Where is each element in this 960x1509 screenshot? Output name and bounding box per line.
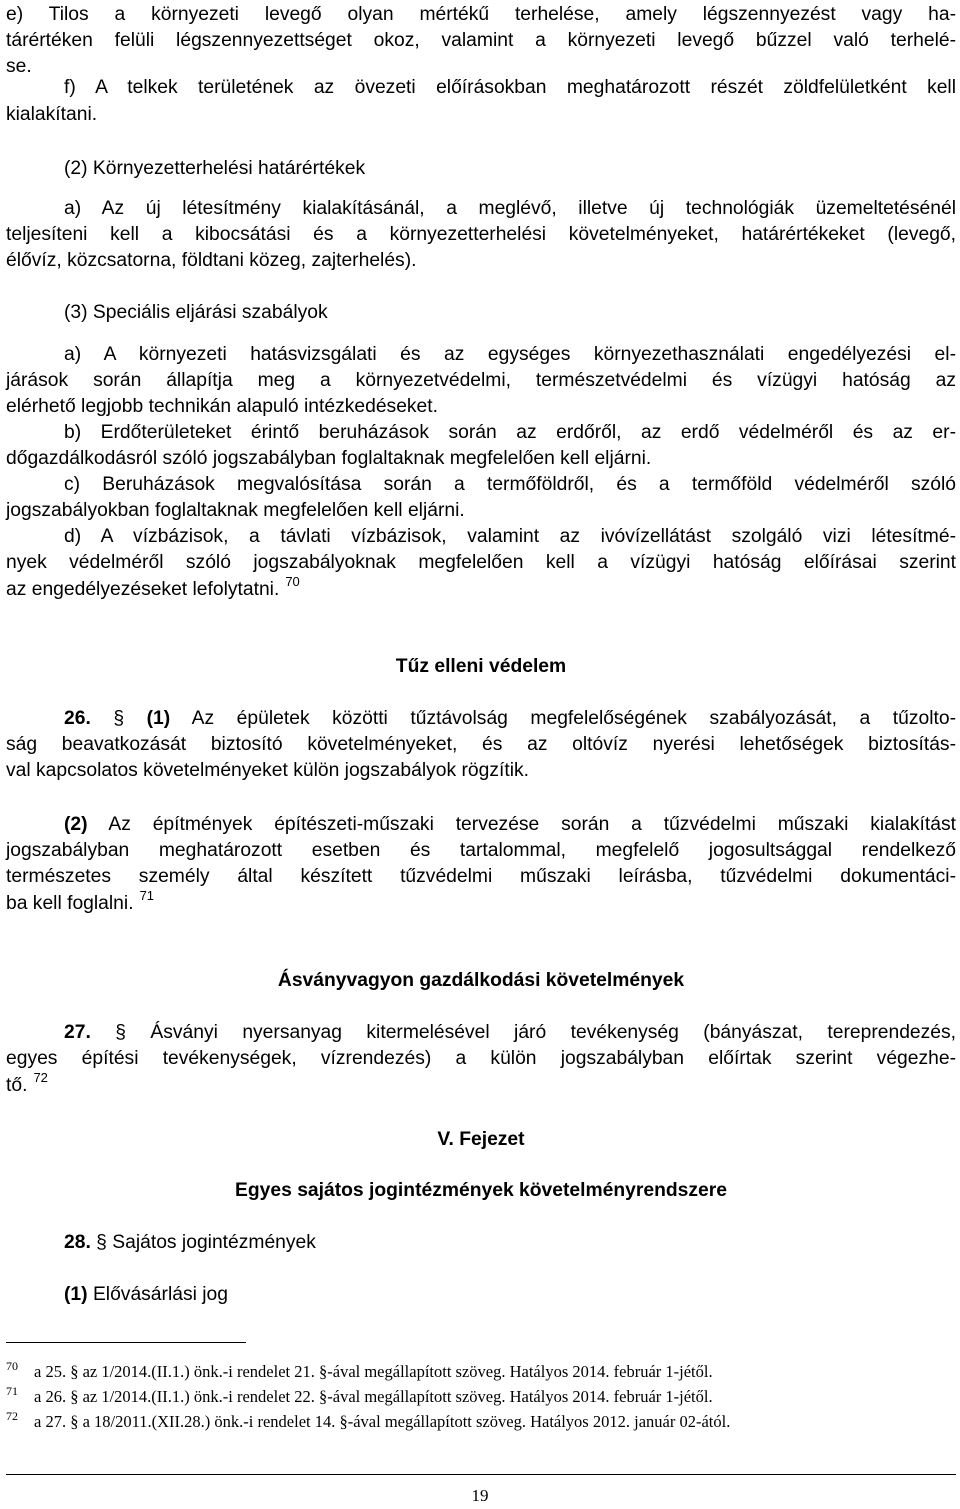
paragraph-line: járások során állapítja meg a környezetvédelmi, természetvédelmi és vízügyi hatóság az: [6, 370, 956, 391]
chapter-heading: V. Fejezet: [437, 1129, 525, 1150]
section-sign: §: [115, 1022, 126, 1043]
paragraph-line: c) Beruházások megvalósítása során a termőföldről, és a termőföld védelméről szóló: [64, 474, 956, 495]
footnote-number: 72: [6, 1409, 18, 1423]
paragraph-line: [64, 812, 956, 838]
paragraph-line: tárértéken felüli légszennyezettséget okoz, valamint a környezeti levegő bűzzel való terhelé-: [6, 30, 956, 51]
paragraph-text: Elővásárlási jog: [92, 1284, 228, 1305]
footnote-ref: 72: [33, 1070, 48, 1085]
paragraph-line: b) Erdőterületeket érintő beruházások során az erdőről, az erdő védelméről és az er-: [64, 422, 956, 443]
paragraph-text: ba kell foglalni.: [6, 893, 134, 914]
paragraph-text: Az épületek közötti tűztávolság megfelelőségének szabályozását, a tűzolto-: [191, 708, 957, 729]
paragraph-line: se.: [6, 56, 32, 77]
paragraph-line: a) A környezeti hatásvizsgálati és az egységes környezethasználati engedélyezési el-: [64, 344, 956, 365]
footnote-ref: 71: [139, 888, 155, 903]
paragraph-line: elérhető legjobb technikán alapuló intézkedéseket.: [6, 396, 438, 417]
paragraph-line: [64, 1020, 956, 1046]
paragraph-line: [64, 1282, 956, 1308]
paragraph-line: [6, 888, 956, 918]
paragraph-text: Az építmények építészeti-műszaki tervezése során a tűzvédelmi műszaki kialakítást: [108, 814, 956, 835]
section-sign: §: [113, 708, 125, 729]
footnote-text: a 26. § az 1/2014.(II.1.) önk.-i rendelet 22. §-ával megállapított szöveg. Hatályos 2014. február 1-jétől.: [34, 1387, 713, 1406]
paragraph-line: [64, 706, 956, 732]
footnote-number: 71: [6, 1384, 18, 1398]
subsection-heading: (2) Környezetterhelési határértékek: [64, 158, 366, 179]
paragraph-line: [6, 1070, 956, 1100]
paragraph-line: [6, 574, 956, 604]
paragraph-text: Sajátos jogintézmények: [112, 1232, 316, 1253]
paragraph-line: teljesíteni kell a kibocsátási és a környezetterhelési követelményeket, határértékeket (levegő,: [6, 224, 956, 245]
paragraph-number: (2): [64, 814, 88, 835]
footnote-number: 70: [6, 1359, 18, 1373]
section-number: 28.: [64, 1232, 91, 1253]
paragraph-number: (1): [146, 708, 171, 729]
footnote-ref: 70: [285, 574, 300, 589]
paragraph-line: élővíz, közcsatorna, földtani közeg, zajterhelés).: [6, 250, 417, 271]
section-number: 27.: [64, 1022, 91, 1043]
paragraph-line: dőgazdálkodásról szóló jogszabályban foglaltaknak megfelelően kell eljárni.: [6, 448, 652, 469]
paragraph-line: ság beavatkozását biztosító követelményeket, és az oltóvíz nyerési lehetőségek biztosítás-: [6, 734, 956, 755]
subsection-heading: (3) Speciális eljárási szabályok: [64, 302, 328, 323]
paragraph-line: jogszabályban meghatározott esetben és tartalommal, megfelelő jogosultsággal rendelkező: [6, 840, 956, 861]
footnote: [6, 1409, 731, 1433]
paragraph-line: természetes személy által készített tűzvédelmi műszaki leírásba, tűzvédelmi dokumentáci-: [6, 866, 956, 887]
paragraph-line: kialakítani.: [6, 104, 98, 125]
paragraph-line: jogszabályokban foglaltaknak megfelelően kell eljárni.: [6, 500, 465, 521]
paragraph-line: val kapcsolatos követelményeket külön jogszabályok rögzítik.: [6, 760, 530, 781]
footnote-divider: [6, 1342, 246, 1343]
paragraph-text: az engedélyezéseket lefolytatni.: [6, 579, 280, 600]
footnote: [6, 1359, 713, 1383]
paragraph-line: egyes építési tevékenységek, vízrendezés) a külön jogszabályban előírtak szerint végezhe-: [6, 1048, 956, 1069]
paragraph-line: [64, 1230, 956, 1256]
paragraph-number: (1): [64, 1284, 88, 1305]
page-number: 19: [471, 1486, 489, 1505]
section-number: 26.: [64, 708, 91, 729]
footnote-text: a 27. § a 18/2011.(XII.28.) önk.-i rendelet 14. §-ával megállapított szöveg. Hatályos 2012. január 02-ától.: [34, 1412, 731, 1431]
page-footer-divider: [6, 1474, 956, 1475]
chapter-title: Egyes sajátos jogintézmények követelményrendszere: [235, 1180, 727, 1201]
footnote: [6, 1384, 713, 1408]
paragraph-line: nyek védelméről szóló jogszabályoknak megfelelően kell a vízügyi hatóság előírásai szerint: [6, 552, 956, 573]
paragraph-line: e) Tilos a környezeti levegő olyan mértékű terhelése, amely légszennyezést vagy ha-: [6, 4, 956, 25]
section-heading: Ásványvagyon gazdálkodási követelmények: [277, 970, 685, 991]
paragraph-line: d) A vízbázisok, a távlati vízbázisok, valamint az ivóvízellátást szolgáló vizi létesítmé-: [64, 526, 956, 547]
paragraph-text: tő.: [6, 1075, 28, 1096]
paragraph-line: a) Az új létesítmény kialakításánál, a meglévő, illetve új technológiák üzemeltetésénél: [64, 198, 956, 219]
paragraph-text: Ásványi nyersanyag kitermelésével járó tevékenység (bányászat, tereprendezés,: [150, 1022, 957, 1043]
paragraph-line: f) A telkek területének az övezeti előírásokban meghatározott részét zöldfelületként kell: [64, 77, 956, 98]
section-heading: Tűz elleni védelem: [395, 656, 567, 677]
section-sign: §: [96, 1232, 107, 1253]
footnote-text: a 25. § az 1/2014.(II.1.) önk.-i rendelet 21. §-ával megállapított szöveg. Hatályos 2014. február 1-jétől.: [34, 1362, 713, 1381]
